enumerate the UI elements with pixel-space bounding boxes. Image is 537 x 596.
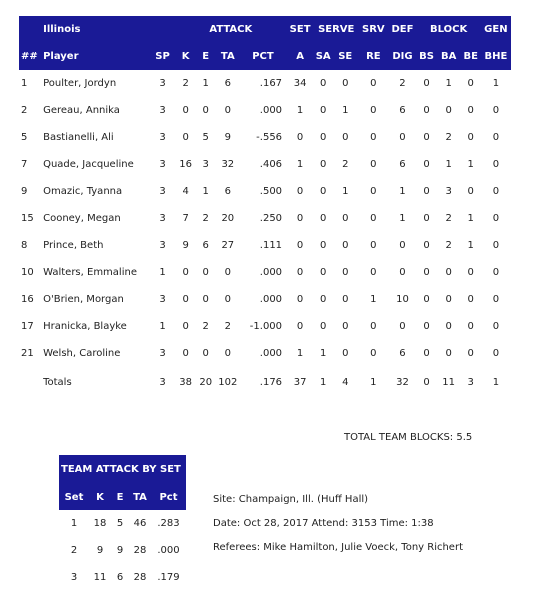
- player-bs: 0: [423, 294, 430, 305]
- player-row: [19, 286, 511, 313]
- player-a: 0: [296, 186, 304, 197]
- player-k: 0: [182, 105, 189, 116]
- box-score-table: [19, 16, 511, 397]
- totals-row: [19, 367, 511, 397]
- player-a: 1: [296, 105, 304, 116]
- player-name: Welsh, Caroline: [43, 348, 121, 359]
- player-re: 0: [370, 78, 377, 89]
- player-re: 0: [370, 186, 377, 197]
- player-dig: 6: [399, 159, 406, 170]
- player-row: [19, 124, 511, 151]
- set-pct: .179: [157, 572, 180, 583]
- player-pct: .111: [259, 240, 283, 251]
- player-sa: 0: [320, 159, 327, 170]
- player-be: 0: [467, 78, 474, 89]
- player-sp: 3: [159, 105, 166, 116]
- player-be: 1: [467, 240, 474, 251]
- player-name: Quade, Jacqueline: [43, 159, 134, 170]
- player-be: 0: [467, 267, 474, 278]
- player-be: 0: [467, 186, 474, 197]
- player-e: 0: [202, 294, 209, 305]
- set-e: 9: [116, 545, 124, 556]
- player-ba: 0: [445, 267, 452, 278]
- player-bs: 0: [423, 348, 430, 359]
- set-ta: 28: [133, 572, 147, 583]
- player-se: 0: [342, 294, 349, 305]
- player-dig: 10: [396, 294, 409, 305]
- player-a: 0: [296, 213, 304, 224]
- totals-sa: 1: [320, 376, 327, 388]
- player-ta: 27: [221, 240, 235, 251]
- player-sp: 3: [159, 132, 166, 143]
- player-bhe: 0: [492, 105, 500, 116]
- player-sa: 0: [320, 105, 327, 116]
- player-name: Prince, Beth: [43, 240, 104, 251]
- col-sp: SP: [150, 43, 176, 70]
- set-set: 3: [70, 572, 78, 583]
- player-a: 1: [296, 159, 304, 170]
- player-pct: .406: [259, 159, 283, 170]
- attack-by-set-row: [59, 510, 186, 537]
- player-bhe: 0: [492, 294, 500, 305]
- player-se: 1: [342, 186, 349, 197]
- player-se: 0: [342, 240, 349, 251]
- player-ba: 2: [445, 213, 452, 224]
- player-num: 2: [21, 105, 28, 116]
- player-ba: 0: [445, 294, 452, 305]
- player-be: 0: [467, 132, 474, 143]
- attack-by-set-row: [59, 537, 186, 564]
- player-be: 0: [467, 105, 474, 116]
- abs-col-ta: TA: [129, 484, 151, 510]
- player-re: 0: [370, 240, 377, 251]
- player-rows: [19, 70, 511, 367]
- abs-col-pct: Pct: [151, 484, 186, 510]
- player-k: 4: [182, 186, 189, 197]
- player-row: [19, 259, 511, 286]
- player-sa: 1: [320, 348, 327, 359]
- player-pct: .000: [259, 105, 283, 116]
- player-re: 0: [370, 267, 377, 278]
- player-se: 0: [342, 132, 349, 143]
- header-group-row: [19, 16, 511, 43]
- player-sp: 3: [159, 348, 166, 359]
- col-e: E: [196, 43, 216, 70]
- col-bhe: BHE: [481, 43, 511, 70]
- player-a: 0: [296, 267, 304, 278]
- player-dig: 6: [399, 348, 406, 359]
- player-e: 0: [202, 105, 209, 116]
- player-re: 0: [370, 348, 377, 359]
- totals-e: 20: [199, 376, 213, 388]
- player-a: 34: [293, 78, 307, 89]
- group-attack: ATTACK: [176, 16, 286, 43]
- player-re: 0: [370, 321, 377, 332]
- player-sa: 0: [320, 132, 327, 143]
- group-serve: SERVE: [314, 16, 358, 43]
- totals-label: Totals: [43, 376, 72, 388]
- player-be: 1: [467, 213, 474, 224]
- abs-col-set: Set: [59, 484, 89, 510]
- site-info: Site: Champaign, Ill. (Huff Hall): [213, 494, 369, 505]
- player-bhe: 0: [492, 321, 500, 332]
- col-bs: BS: [417, 43, 437, 70]
- totals-k: 38: [179, 376, 193, 388]
- attack-by-set-title-row: [59, 455, 186, 484]
- player-pct: .000: [259, 294, 283, 305]
- abs-col-e: E: [111, 484, 129, 510]
- player-dig: 0: [399, 240, 406, 251]
- col-ba: BA: [437, 43, 461, 70]
- player-se: 1: [342, 105, 349, 116]
- team-attack-by-set-table: [59, 455, 186, 591]
- attack-by-set-row: [59, 564, 186, 591]
- player-dig: 6: [399, 105, 406, 116]
- player-num: 1: [21, 78, 28, 89]
- player-a: 1: [296, 348, 304, 359]
- col-sa: SA: [314, 43, 332, 70]
- totals-sp: 3: [159, 376, 166, 388]
- player-row: [19, 178, 511, 205]
- col-be: BE: [461, 43, 481, 70]
- player-ba: 0: [445, 321, 452, 332]
- attack-by-set-title: TEAM ATTACK BY SET: [59, 455, 186, 484]
- player-k: 0: [182, 132, 189, 143]
- player-row: [19, 313, 511, 340]
- player-pct: -.556: [256, 132, 283, 143]
- player-ba: 1: [445, 78, 452, 89]
- totals-bs: 0: [423, 376, 430, 388]
- player-bhe: 0: [492, 267, 500, 278]
- abs-col-k: K: [89, 484, 111, 510]
- set-k: 11: [93, 572, 107, 583]
- player-se: 2: [342, 159, 349, 170]
- set-k: 18: [93, 518, 107, 529]
- attack-by-set-header-row: [59, 484, 186, 510]
- totals-be: 3: [467, 376, 474, 388]
- totals-a: 37: [293, 376, 307, 388]
- set-pct: .283: [157, 518, 180, 529]
- date-info: Date: Oct 28, 2017 Attend: 3153 Time: 1:38: [213, 518, 434, 529]
- player-ta: 0: [224, 294, 231, 305]
- col-ta: TA: [216, 43, 240, 70]
- player-sp: 3: [159, 78, 166, 89]
- player-ta: 0: [224, 267, 231, 278]
- col-a: A: [286, 43, 314, 70]
- player-re: 0: [370, 159, 377, 170]
- player-pct: .000: [259, 348, 283, 359]
- totals-ta: 102: [218, 376, 238, 388]
- col-pct: PCT: [240, 43, 286, 70]
- player-sp: 3: [159, 213, 166, 224]
- player-e: 5: [202, 132, 209, 143]
- player-e: 1: [202, 186, 209, 197]
- player-k: 2: [182, 78, 189, 89]
- player-sa: 0: [320, 267, 327, 278]
- player-bhe: 0: [492, 159, 500, 170]
- player-pct: .250: [259, 213, 283, 224]
- player-sp: 3: [159, 240, 166, 251]
- player-a: 0: [296, 132, 304, 143]
- col-re: RE: [358, 43, 388, 70]
- player-sp: 3: [159, 159, 166, 170]
- set-k: 9: [96, 545, 104, 556]
- player-k: 9: [182, 240, 189, 251]
- player-k: 0: [182, 348, 189, 359]
- player-sa: 0: [320, 186, 327, 197]
- player-sp: 1: [159, 267, 166, 278]
- totals-re: 1: [370, 376, 377, 388]
- total-team-blocks: TOTAL TEAM BLOCKS: 5.5: [344, 432, 473, 443]
- col-k: K: [176, 43, 196, 70]
- player-bs: 0: [423, 240, 430, 251]
- player-k: 0: [182, 321, 189, 332]
- player-num: 21: [21, 348, 34, 359]
- player-bhe: 0: [492, 132, 500, 143]
- group-block: BLOCK: [417, 16, 481, 43]
- player-sp: 1: [159, 321, 166, 332]
- player-a: 0: [296, 321, 304, 332]
- player-row: [19, 97, 511, 124]
- player-num: 9: [21, 186, 28, 197]
- player-bs: 0: [423, 132, 430, 143]
- col-se: SE: [332, 43, 358, 70]
- player-k: 16: [179, 159, 193, 170]
- player-ba: 2: [445, 132, 452, 143]
- player-e: 2: [202, 213, 209, 224]
- referees-info: Referees: Mike Hamilton, Julie Voeck, Tony Richert: [213, 542, 463, 553]
- player-sa: 0: [320, 294, 327, 305]
- player-re: 0: [370, 213, 377, 224]
- player-dig: 1: [399, 213, 406, 224]
- set-set: 2: [70, 545, 78, 556]
- player-be: 0: [467, 294, 474, 305]
- player-dig: 2: [399, 78, 406, 89]
- player-bhe: 0: [492, 213, 500, 224]
- player-dig: 0: [399, 267, 406, 278]
- player-num: 17: [21, 321, 34, 332]
- col-dig: DIG: [388, 43, 416, 70]
- player-row: [19, 232, 511, 259]
- player-dig: 0: [399, 132, 406, 143]
- player-sp: 3: [159, 294, 166, 305]
- player-name: O'Brien, Morgan: [43, 294, 124, 305]
- player-num: 10: [21, 267, 34, 278]
- player-ba: 0: [445, 105, 452, 116]
- player-sa: 0: [320, 240, 327, 251]
- player-re: 0: [370, 105, 377, 116]
- player-row: [19, 70, 511, 97]
- player-bs: 0: [423, 213, 430, 224]
- player-k: 7: [182, 213, 189, 224]
- player-row: [19, 151, 511, 178]
- player-bs: 0: [423, 267, 430, 278]
- player-sa: 0: [320, 213, 327, 224]
- player-num: 8: [21, 240, 28, 251]
- set-pct: .000: [157, 545, 180, 556]
- group-set: SET: [286, 16, 314, 43]
- player-se: 0: [342, 267, 349, 278]
- player-ba: 1: [445, 159, 452, 170]
- player-e: 0: [202, 267, 209, 278]
- player-num: 5: [21, 132, 28, 143]
- player-bhe: 1: [492, 78, 500, 89]
- player-ta: 32: [221, 159, 235, 170]
- player-bs: 0: [423, 159, 430, 170]
- player-ta: 6: [224, 78, 231, 89]
- player-bhe: 0: [492, 240, 500, 251]
- player-bhe: 0: [492, 348, 500, 359]
- player-pct: .500: [259, 186, 283, 197]
- player-sp: 3: [159, 186, 166, 197]
- set-ta: 28: [133, 545, 147, 556]
- player-ba: 0: [445, 348, 452, 359]
- player-bhe: 0: [492, 186, 500, 197]
- totals-dig: 32: [396, 376, 409, 388]
- player-se: 0: [342, 321, 349, 332]
- player-pct: .000: [259, 267, 283, 278]
- player-name: Omazic, Tyanna: [43, 186, 123, 197]
- player-ba: 2: [445, 240, 452, 251]
- player-e: 1: [202, 78, 209, 89]
- player-ta: 20: [221, 213, 235, 224]
- player-re: 1: [370, 294, 377, 305]
- player-be: 1: [467, 159, 474, 170]
- group-def: DEF: [388, 16, 416, 43]
- player-ba: 3: [445, 186, 452, 197]
- player-se: 0: [342, 213, 349, 224]
- player-dig: 1: [399, 186, 406, 197]
- player-name: Hranicka, Blayke: [43, 321, 127, 332]
- player-k: 0: [182, 267, 189, 278]
- player-name: Gereau, Annika: [43, 105, 120, 116]
- col-player: Player: [43, 43, 149, 70]
- player-se: 0: [342, 348, 349, 359]
- player-row: [19, 205, 511, 232]
- set-set: 1: [70, 518, 78, 529]
- player-ta: 0: [224, 105, 231, 116]
- player-bs: 0: [423, 105, 430, 116]
- player-pct: .167: [259, 78, 283, 89]
- player-k: 0: [182, 294, 189, 305]
- totals-bhe: 1: [492, 376, 500, 388]
- set-e: 6: [116, 572, 124, 583]
- player-be: 0: [467, 321, 474, 332]
- player-bs: 0: [423, 321, 430, 332]
- player-name: Poulter, Jordyn: [43, 78, 117, 89]
- player-a: 0: [296, 240, 304, 251]
- player-ta: 2: [224, 321, 231, 332]
- header-column-row: [19, 43, 511, 70]
- player-name: Cooney, Megan: [43, 213, 121, 224]
- attack-by-set-rows: [59, 510, 186, 591]
- player-ta: 0: [224, 348, 231, 359]
- player-num: 15: [21, 213, 34, 224]
- player-pct: -1.000: [249, 321, 283, 332]
- totals-ba: 11: [442, 376, 456, 388]
- player-e: 0: [202, 348, 209, 359]
- group-gen: GEN: [481, 16, 511, 43]
- player-re: 0: [370, 132, 377, 143]
- player-ta: 9: [224, 132, 231, 143]
- player-num: 16: [21, 294, 34, 305]
- player-a: 0: [296, 294, 304, 305]
- player-name: Walters, Emmaline: [43, 267, 137, 278]
- set-e: 5: [116, 518, 124, 529]
- player-e: 6: [202, 240, 209, 251]
- player-se: 0: [342, 78, 349, 89]
- player-e: 2: [202, 321, 209, 332]
- set-ta: 46: [133, 518, 147, 529]
- team-name: Illinois: [43, 16, 149, 43]
- col-number: ##: [19, 43, 43, 70]
- player-sa: 0: [320, 321, 327, 332]
- player-ta: 6: [224, 186, 231, 197]
- player-row: [19, 340, 511, 367]
- player-dig: 0: [399, 321, 406, 332]
- player-bs: 0: [423, 78, 430, 89]
- player-e: 3: [202, 159, 209, 170]
- totals-se: 4: [342, 376, 349, 388]
- player-sa: 0: [320, 78, 327, 89]
- totals-pct: .176: [259, 376, 283, 388]
- group-srv: SRV: [358, 16, 388, 43]
- player-be: 0: [467, 348, 474, 359]
- player-bs: 0: [423, 186, 430, 197]
- player-name: Bastianelli, Ali: [43, 132, 114, 143]
- player-num: 7: [21, 159, 28, 170]
